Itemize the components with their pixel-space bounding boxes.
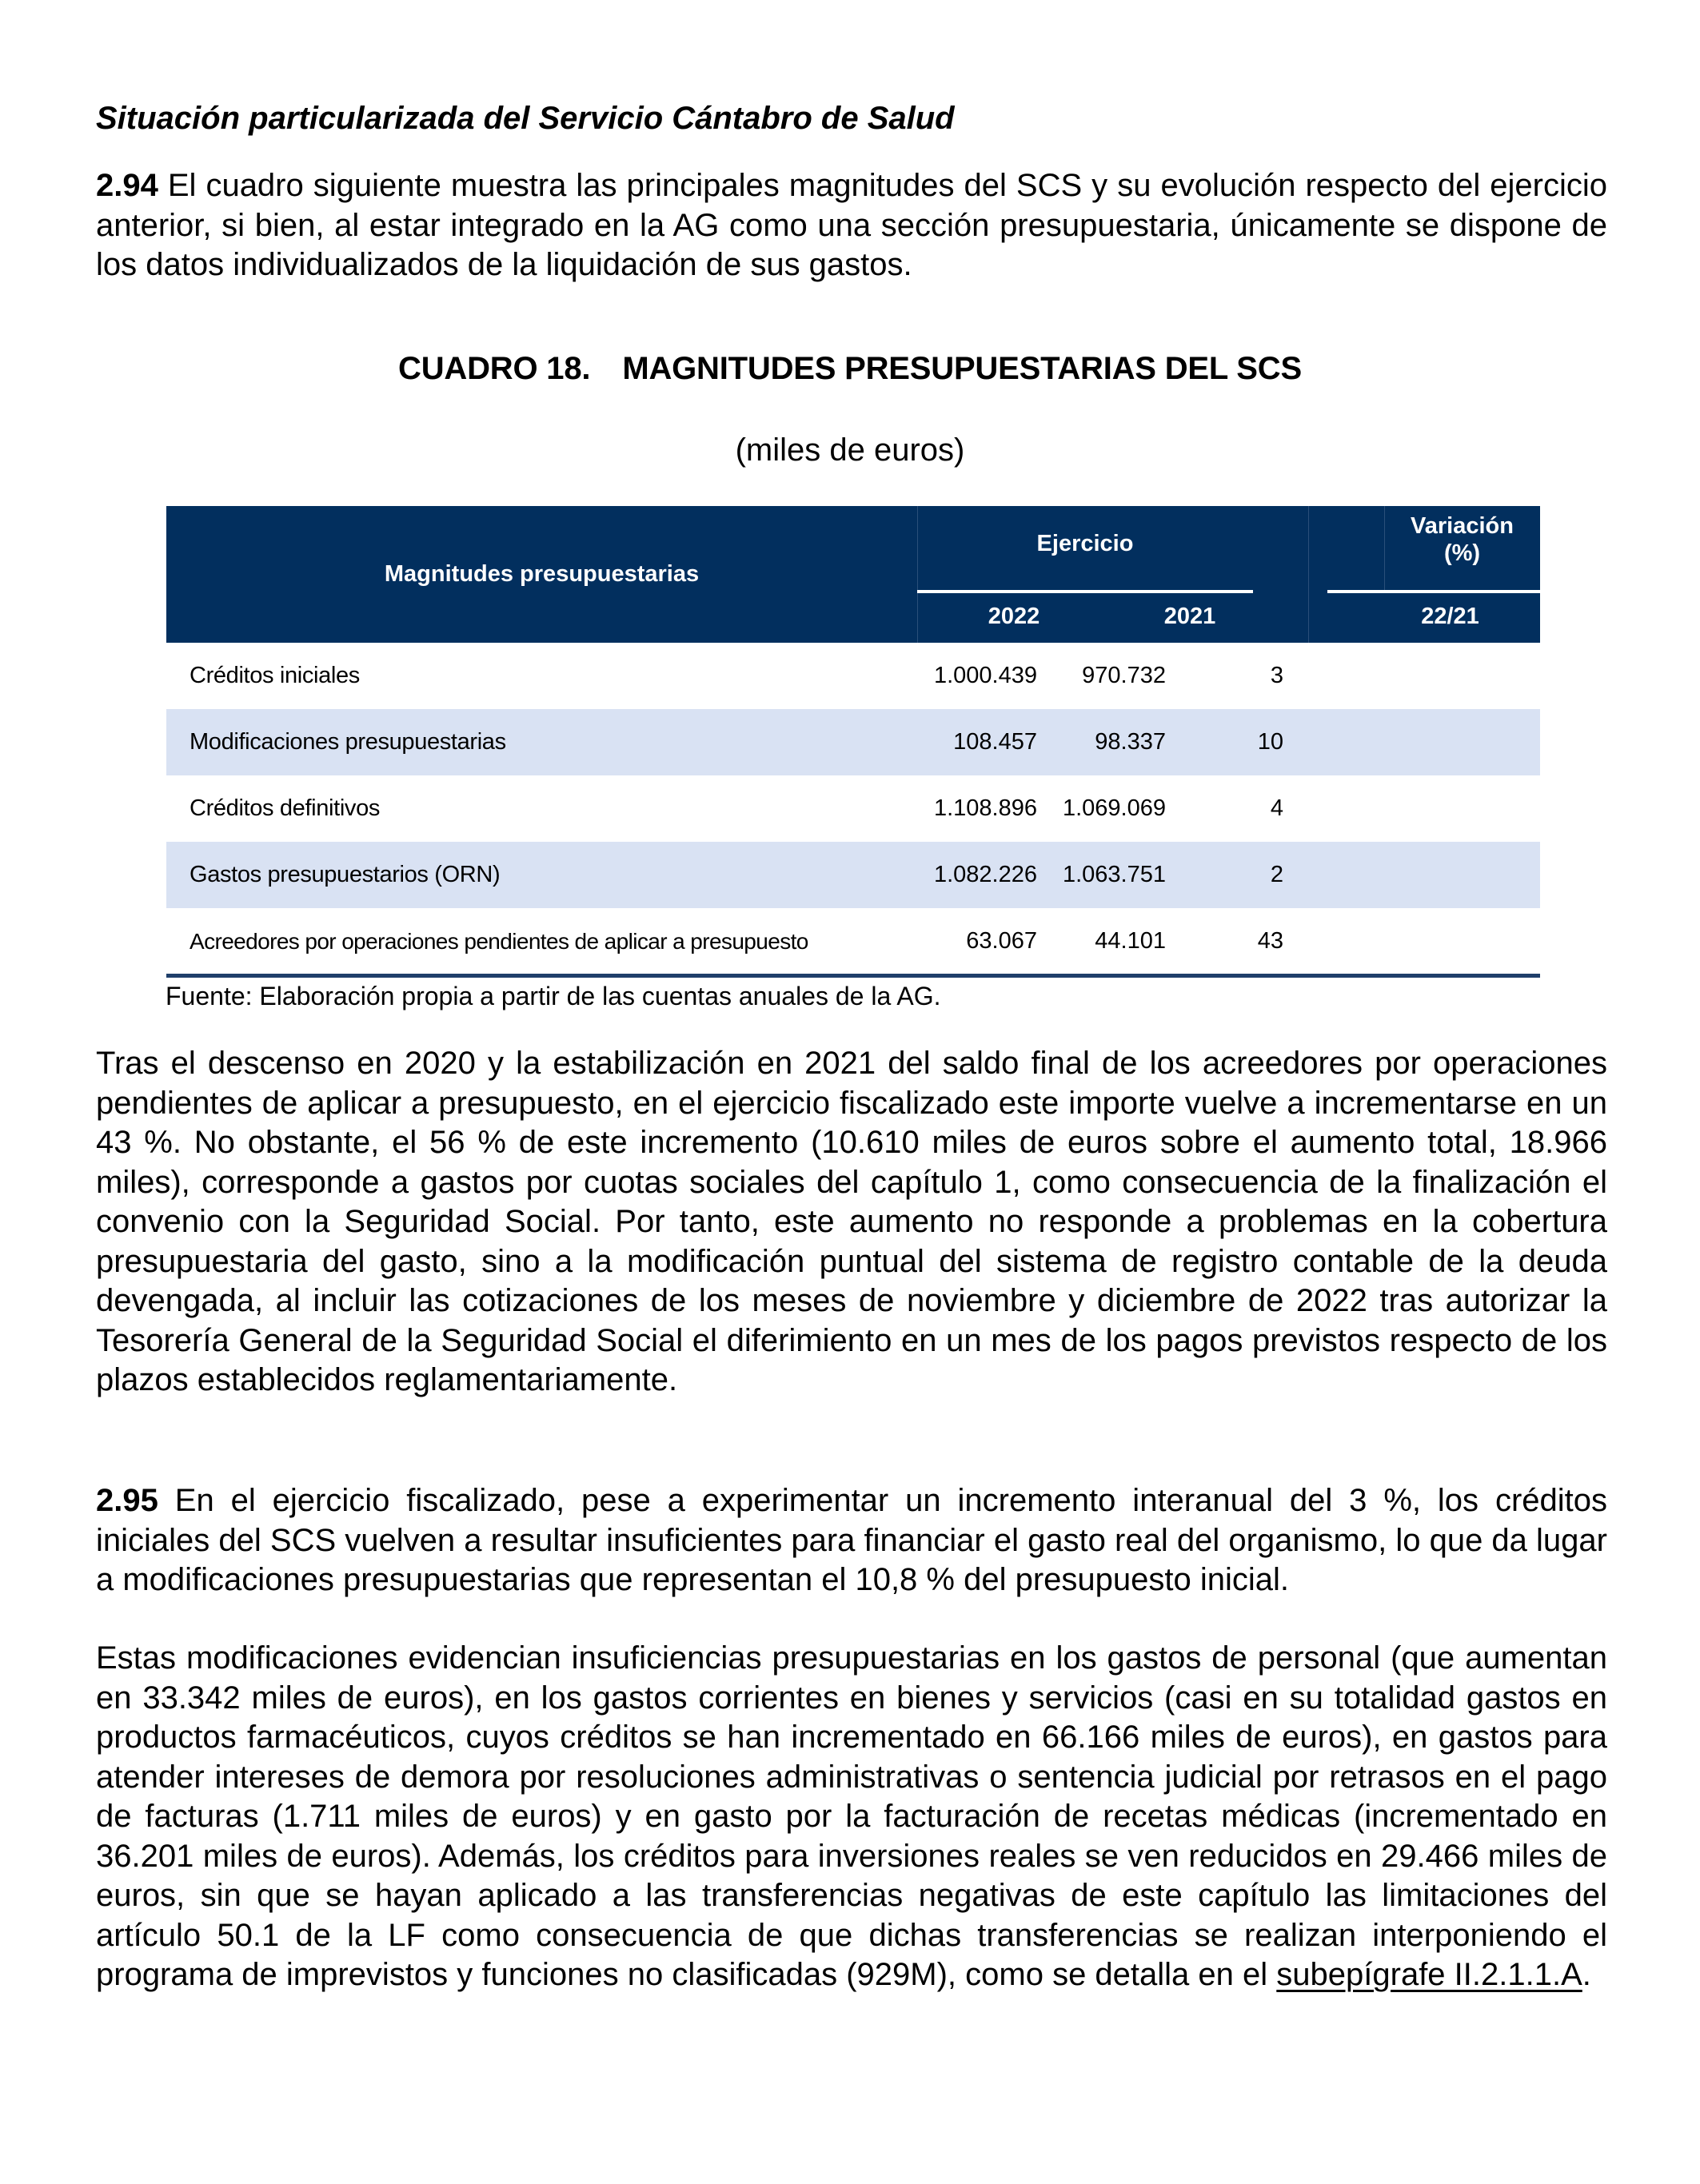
paragraph-acreedores: Tras el descenso en 2020 y la estabilización en 2021 del saldo final de los acreedores por operaciones pendientes de aplicar a presupuesto, en el ejercicio fiscalizado este importe vuelve a incrementarse en un 43 %. No obstante, el 56 % de este incremento (10.610 miles de euros sobre el aumento total, 18.966 miles), corresponde a gastos por cuotas sociales del capítulo 1, como consecuencia de la finalización el convenio con la Seguridad Social. Por tanto, este aumento no responde a problemas en la cobertura presupuestaria del gasto, sino a la modificación puntual del sistema de registro contable de la deuda devengada, al incluir las cotizaciones de los meses de noviembre y diciembre de 2022 tras autorizar la Tesorería General de la Seguridad Social el diferimiento en un mes de los pagos previstos respecto de los plazos establecidos reglamentariamente. bbox=[96, 1046, 1607, 1397]
header-variacion-line1: Variación bbox=[1411, 513, 1514, 539]
section-heading: Situación particularizada del Servicio Cántabro de Salud bbox=[96, 101, 955, 136]
value-2021: 1.069.069 bbox=[1062, 795, 1166, 821]
table-number: CUADRO 18. bbox=[398, 351, 591, 386]
header-variacion-line2: (%) bbox=[1443, 540, 1481, 566]
table-row bbox=[166, 709, 1540, 775]
paragraph-text: El cuadro siguiente muestra las principales magnitudes del SCS y su evolución respecto del ejercicio anterior, si bien, al estar integrado en la AG como una sección presupuestaria, únicamente se dispone de los datos individualizados de la liquidación de sus gastos. bbox=[96, 168, 1607, 282]
value-2022: 63.067 bbox=[966, 928, 1037, 954]
value-variation: 43 bbox=[1257, 928, 1283, 954]
value-2022: 1.082.226 bbox=[933, 862, 1037, 887]
table-source-note: Fuente: Elaboración propia a partir de las cuentas anuales de la AG. bbox=[166, 982, 941, 1010]
paragraph-text: Estas modificaciones evidencian insuficiencias presupuestarias en los gastos de personal (que aumentan en 33.342 miles de euros), en los gastos corrientes en bienes y servicios (casi en su totalidad gastos en productos farmacéuticos, cuyos créditos se han incrementado en 66.166 miles de euros), en gastos para atender intereses de demora por resoluciones administrativas o sentencia judicial por retrasos en el pago de facturas (1.711 miles de euros) y en gasto por la facturación de recetas médicas (incrementado en 36.201 miles de euros). Además, los créditos para inversiones reales se ven reducidos en 29.466 miles de euros, sin que se hayan aplicado a las transferencias negativas de este capítulo las limitaciones del artículo 50.1 de la LF como consecuencia de que dichas transferencias se realizan interponiendo el programa de imprevistos y funciones no clasificadas (929M), como se detalla en el bbox=[96, 1640, 1607, 1992]
value-2021: 44.101 bbox=[1095, 928, 1166, 954]
header-separator bbox=[917, 590, 1253, 593]
value-2021: 1.063.751 bbox=[1062, 862, 1166, 887]
value-2021: 970.732 bbox=[1082, 663, 1166, 688]
value-2022: 1.108.896 bbox=[933, 795, 1037, 821]
table-row bbox=[166, 908, 1540, 974]
row-label: Créditos iniciales bbox=[190, 663, 360, 688]
value-variation: 10 bbox=[1257, 729, 1283, 755]
value-2021: 98.337 bbox=[1095, 729, 1166, 755]
table-unit: (miles de euros) bbox=[735, 432, 965, 468]
table-title bbox=[0, 349, 1700, 389]
header-separator bbox=[1327, 590, 1540, 593]
header-variacion bbox=[1384, 512, 1540, 567]
paragraph-number: 2.95 bbox=[96, 1483, 158, 1518]
paragraph-modificaciones bbox=[96, 1639, 1607, 1995]
header-ejercicio: Ejercicio bbox=[1036, 531, 1134, 556]
table-header bbox=[166, 506, 1540, 643]
value-2022: 108.457 bbox=[953, 729, 1037, 755]
table-row bbox=[166, 643, 1540, 709]
paragraph-2-95 bbox=[96, 1481, 1607, 1600]
paragraph-2-94 bbox=[96, 166, 1607, 285]
table-row bbox=[166, 775, 1540, 842]
header-divider bbox=[1308, 506, 1309, 643]
header-col-2022: 2022 bbox=[988, 604, 1040, 629]
header-divider bbox=[917, 506, 918, 643]
subepigrafe-link[interactable]: subepígrafe II.2.1.1.A bbox=[1276, 1957, 1582, 1992]
table-row bbox=[166, 842, 1540, 908]
table-title-text: MAGNITUDES PRESUPUESTARIAS DEL SCS bbox=[622, 351, 1302, 386]
header-magnitudes: Magnitudes presupuestarias bbox=[384, 561, 700, 587]
paragraph-text: En el ejercicio fiscalizado, pese a experimentar un incremento interanual del 3 %, los créditos iniciales del SCS vuelven a resultar insuficientes para financiar el gasto real del organismo, lo que da lugar a modificaciones presupuestarias que representan el 10,8 % del presupuesto inicial. bbox=[96, 1483, 1607, 1597]
value-variation: 2 bbox=[1270, 862, 1283, 887]
value-2022: 1.000.439 bbox=[933, 663, 1037, 688]
value-variation: 4 bbox=[1270, 795, 1283, 821]
row-label: Gastos presupuestarios (ORN) bbox=[190, 862, 501, 887]
row-label: Modificaciones presupuestarias bbox=[190, 729, 506, 755]
header-col-variation: 22/21 bbox=[1421, 604, 1479, 629]
value-variation: 3 bbox=[1270, 663, 1283, 688]
table-bottom-rule bbox=[166, 974, 1540, 978]
row-label: Créditos definitivos bbox=[190, 795, 380, 821]
row-label: Acreedores por operaciones pendientes de aplicar a presupuesto bbox=[190, 929, 808, 954]
paragraph-number: 2.94 bbox=[96, 168, 158, 203]
header-col-2021: 2021 bbox=[1163, 604, 1216, 629]
paragraph-trailing: . bbox=[1582, 1957, 1591, 1992]
